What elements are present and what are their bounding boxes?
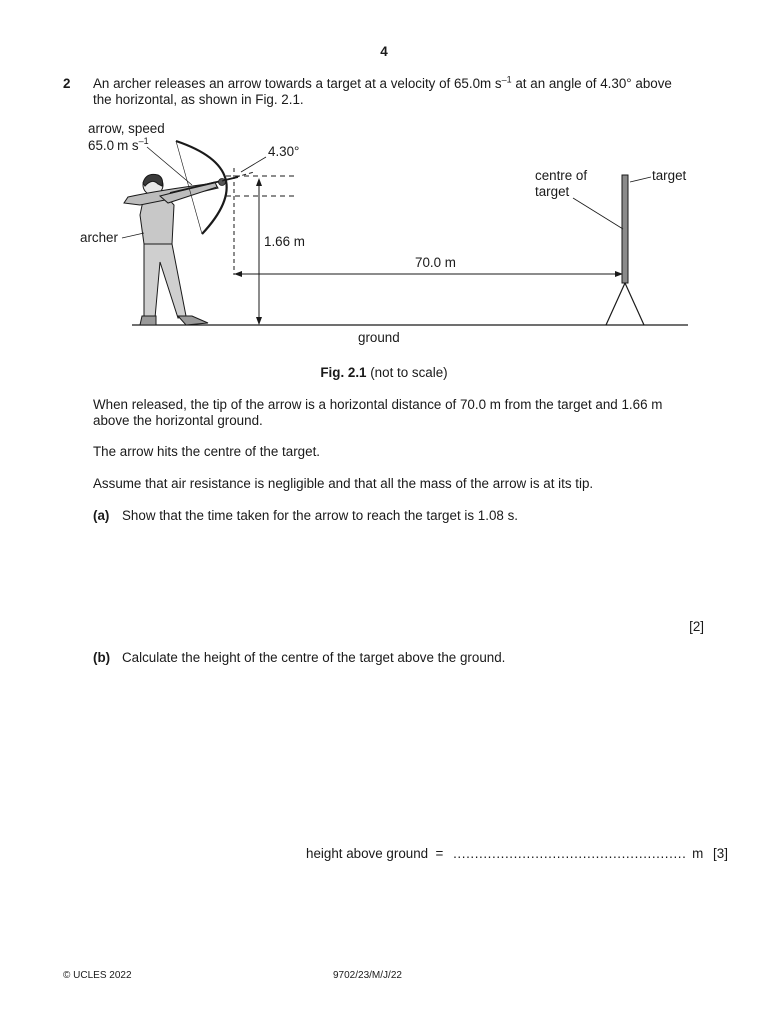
intro-unit: m s [480, 76, 502, 91]
intro-text-a: An archer releases an arrow towards a target at a velocity of 65.0 [93, 76, 481, 91]
centre-leader [573, 198, 623, 229]
question-intro [93, 76, 713, 108]
part-a-text: Show that the time taken for the arrow to reach the target is 1.08 s. [122, 508, 518, 523]
footer-code: 9702/23/M/J/22 [333, 970, 402, 981]
part-a-label: (a) [93, 508, 110, 523]
label-target: target [652, 168, 687, 183]
paragraph-3: Assume that air resistance is negligible and that all the mass of the arrow is at its tip. [93, 476, 594, 491]
part-a-marks: [2] [689, 619, 704, 634]
paragraph-1-line1: When released, the tip of the arrow is a horizontal distance of 70.0 m from the target and 1.66 m [93, 397, 663, 412]
paragraph-2: The arrow hits the centre of the target. [93, 444, 321, 459]
footer-copyright: © UCLES 2022 [63, 970, 132, 981]
label-archer: archer [80, 230, 118, 245]
figure-caption [0, 365, 768, 381]
label-speed-value: 65.0 m $s^{-1}$ [88, 136, 149, 153]
answer-line [306, 846, 728, 862]
paragraph-1 [93, 397, 715, 429]
target-leader [630, 177, 651, 182]
label-arrow-speed: arrow, speed [88, 121, 165, 136]
figure-2-1 [0, 110, 768, 360]
caption-rest: (not to scale) [366, 365, 448, 380]
part-b-text: Calculate the height of the centre of the target above the ground. [122, 650, 506, 665]
height-arrowhead-top [256, 178, 262, 186]
answer-blank[interactable]: ...................................................... [453, 846, 687, 861]
target-stand-right [625, 283, 644, 325]
answer-prefix: height above ground = [306, 846, 444, 861]
label-height: 1.66 m [264, 234, 305, 249]
archer-figure [124, 174, 218, 325]
caption-bold: Fig. 2.1 [320, 365, 367, 380]
answer-unit: m [692, 846, 704, 861]
intro-text-b: at an angle of 4.30° above [511, 76, 672, 91]
label-angle: 4.30° [268, 144, 300, 159]
label-centre-target: target [535, 184, 570, 199]
intro-exponent: –1 [501, 74, 512, 85]
part-b-label: (b) [93, 650, 111, 665]
page-number: 4 [380, 44, 388, 59]
paragraph-1-line2: above the horizontal ground. [93, 413, 263, 428]
height-arrowhead-bottom [256, 317, 262, 325]
label-distance: 70.0 m [415, 255, 456, 270]
label-ground: ground [358, 330, 400, 345]
label-centre-of: centre of [535, 168, 588, 183]
distance-arrowhead-left [234, 271, 242, 277]
arrow-tip-hand [219, 179, 226, 186]
part-b-marks: [3] [713, 846, 728, 861]
archer-leader [122, 233, 144, 238]
intro-text-line2: the horizontal, as shown in Fig. 2.1. [93, 92, 304, 107]
angle-leader [241, 157, 266, 172]
target-stand-left [606, 283, 625, 325]
question-number: 2 [63, 76, 71, 91]
